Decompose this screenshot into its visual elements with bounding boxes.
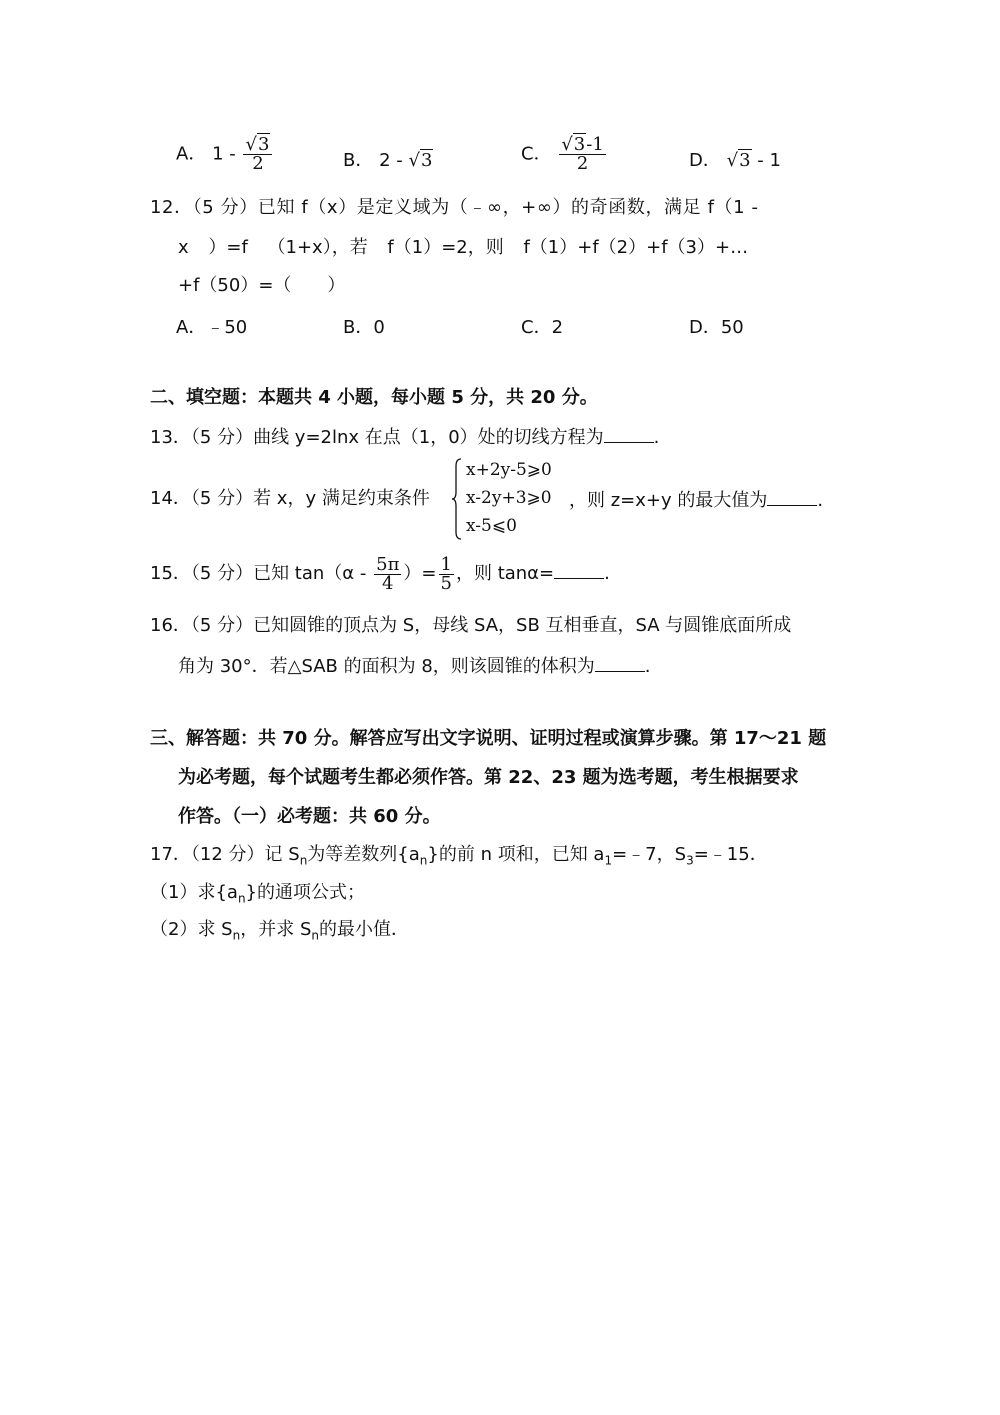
- q15-answer-blank: [554, 560, 604, 579]
- section-2-heading: 二、填空题：本题共 4 小题，每小题 5 分，共 20 分。: [150, 387, 598, 408]
- section-3-heading-line-3: 作答。（一）必考题：共 60 分。: [178, 806, 441, 827]
- q11-a-denominator: 2: [252, 153, 264, 174]
- q17-text-1: 17．（12 分）记 S: [150, 844, 300, 865]
- q11-option-c: [521, 136, 608, 173]
- q11-b-radicand: 3: [420, 150, 433, 171]
- q11-option-d: D． √3 - 1: [689, 150, 781, 171]
- q11-option-a-pre: 1 -: [212, 143, 236, 165]
- q12-option-d: D．50: [689, 317, 744, 338]
- q14-constraint-3: x-5⩽0: [466, 516, 517, 536]
- q17-stem: [150, 843, 768, 873]
- q16-line-2-text: 角为 30°．若△SAB 的面积为 8，则该圆锥的体积为: [178, 656, 595, 677]
- q11-option-b-pre: 2 -: [379, 150, 403, 171]
- q17-part-1: [150, 881, 365, 911]
- q17-sub-n-2: n: [419, 853, 428, 868]
- q14-constraint-1: x+2y-5⩾0: [466, 460, 552, 480]
- q11-option-a-label: A．: [176, 143, 207, 165]
- q14-answer-blank: [767, 487, 817, 506]
- q15-fraction-2-denominator: 5: [440, 572, 452, 594]
- q11-option-c-label: C．: [521, 143, 552, 165]
- q11-option-b: B． 2 - √3: [343, 150, 433, 171]
- q13-end: .: [653, 427, 660, 448]
- q11-option-d-label: D．: [689, 150, 721, 171]
- q17-part-2-text-a: （2）求 S: [150, 919, 233, 940]
- q17-part-1-sub: n: [237, 891, 246, 906]
- q17-text-5: =﹣15．: [693, 844, 768, 865]
- q15: [150, 554, 610, 594]
- q11-a-radicand: 3: [257, 134, 270, 155]
- q17-text-3: }的前 n 项和，已知 a: [427, 844, 605, 865]
- q17-part-2: [150, 918, 409, 948]
- q16-answer-blank: [595, 653, 645, 672]
- q17-text-2: 为等差数列{a: [307, 844, 420, 865]
- q11-option-c-fraction: $\frac{√3-1}{2}$: [561, 134, 604, 174]
- q16-end: .: [644, 656, 651, 677]
- q17-sub-1: 1: [604, 853, 613, 868]
- q17-part-2-text-b: ，并求 S: [240, 919, 312, 940]
- q14-pre: 14．（5 分）若 x，y 满足约束条件: [150, 488, 430, 509]
- q17-sub-n-1: n: [299, 853, 308, 868]
- q11-c-num-post: -1: [586, 134, 604, 155]
- section-3-heading-line-1: 三、解答题：共 70 分。解答应写出文字说明、证明过程或演算步骤。第 17～21 题: [150, 728, 827, 749]
- q12-line-1: 12．（5 分）已知 f（x）是定义域为（﹣∞，+∞）的奇函数，满足 f（1 -: [150, 197, 759, 218]
- q14-left-brace: [452, 458, 462, 540]
- q11-option-a: [176, 136, 274, 173]
- q14-end: .: [817, 490, 824, 511]
- q17-text-4: =﹣7，S: [612, 844, 687, 865]
- q11-option-a-fraction: $\frac{√3}{2}$: [243, 136, 272, 173]
- q16-line-1: 16．（5 分）已知圆锥的顶点为 S，母线 SA，SB 互相垂直，SA 与圆锥底面所成: [150, 615, 792, 636]
- q13-text: 13．（5 分）曲线 y=2lnx 在点（1，0）处的切线方程为: [150, 427, 604, 448]
- q12-line-3: +f（50）=（ ）: [178, 275, 346, 296]
- section-3-heading-line-2: 为必考题，每个试题考生都必须作答。第 22、23 题为选考题，考生根据要求: [178, 767, 799, 788]
- q11-option-d-post: - 1: [757, 150, 781, 171]
- q17-part-2-text-c: 的最小值．: [318, 919, 409, 940]
- q15-fraction-1-numerator: 5π: [376, 553, 400, 575]
- q14-constraint-2: x-2y+3⩾0: [466, 488, 552, 508]
- q15-fraction-1: [374, 553, 401, 594]
- q15-fraction-2: [439, 553, 454, 594]
- q15-mid: ）=: [403, 563, 437, 584]
- q12-line-2: x ）=f （1+x），若 f（1）=2，则 f（1）+f（2）+f（3）+…: [178, 237, 749, 258]
- q15-fraction-1-denominator: 4: [382, 572, 394, 594]
- q17-sub-3: 3: [686, 853, 694, 868]
- q17-part-2-sub-1: n: [232, 928, 241, 943]
- q13-answer-blank: [604, 424, 654, 443]
- q17-part-1-text-b: }的通项公式；: [245, 882, 365, 903]
- q12-option-c: C．2: [521, 317, 564, 338]
- q14-post-text: ，则 z=x+y 的最大值为: [569, 490, 768, 511]
- q16-line-2: [178, 653, 651, 679]
- q11-d-radicand: 3: [739, 150, 751, 171]
- q14-post: [569, 487, 823, 513]
- q15-pre: 15．（5 分）已知 tan（α -: [150, 563, 367, 584]
- q12-option-b: B．0: [343, 317, 385, 338]
- q13: [150, 424, 659, 450]
- q15-fraction-2-numerator: 1: [440, 553, 452, 575]
- q15-post: ，则 tanα=: [455, 563, 555, 584]
- q15-end: .: [604, 563, 610, 584]
- q12-option-a: A．﹣50: [176, 317, 248, 338]
- q11-c-denominator: 2: [576, 153, 589, 174]
- q11-option-b-label: B．: [343, 150, 374, 171]
- q14-constraint-system: [452, 458, 572, 542]
- q17-part-2-sub-2: n: [311, 928, 319, 943]
- q11-c-radicand: 3: [573, 134, 586, 155]
- q17-part-1-text-a: （1）求{a: [150, 882, 238, 903]
